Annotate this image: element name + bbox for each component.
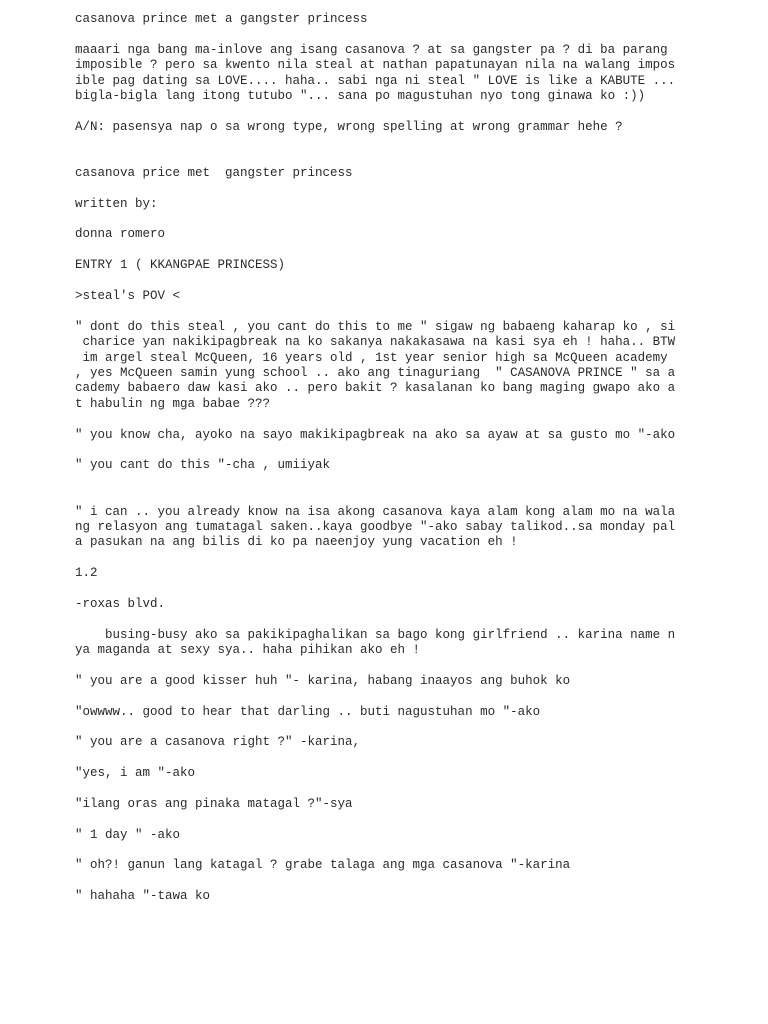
paragraph-gap (75, 474, 675, 489)
text-line: a pasukan na ang bilis di ko pa naeenjoy yung vacation eh ! (75, 535, 518, 550)
paragraph (75, 597, 675, 612)
paragraph (75, 858, 675, 873)
paragraph (75, 227, 675, 242)
text-line: charice yan nakikipagbreak na ko sakanya nakakasawa na kasi sya eh ! haha.. BTW (75, 335, 676, 350)
text-line: A/N: pasensya nap o sa wrong type, wrong spelling at wrong grammar hehe ? (75, 119, 623, 134)
paragraph-gap (75, 812, 675, 827)
text-line: " dont do this steal , you cant do this to me " sigaw ng babaeng kaharap ko , si (75, 319, 676, 334)
text-line: ng relasyon ang tumatagal saken..kaya goodbye "-ako sabay talikod..sa monday pal (75, 519, 676, 534)
paragraph-gap (75, 304, 675, 319)
text-line: ENTRY 1 ( KKANGPAE PRINCESS) (75, 258, 286, 273)
text-line: casanova prince met a gangster princess (75, 12, 368, 26)
paragraph-gap (75, 443, 675, 458)
text-line: >steal's POV < (75, 289, 181, 304)
paragraph (75, 120, 675, 135)
paragraph (75, 428, 675, 443)
paragraph-gap (75, 135, 675, 150)
paragraph (75, 797, 675, 812)
paragraph-gap (75, 243, 675, 258)
paragraph-gap (75, 689, 675, 704)
paragraph (75, 889, 675, 904)
paragraph (75, 258, 675, 273)
text-line: maaari nga bang ma-inlove ang isang casanova ? at sa gangster pa ? di ba parang (75, 42, 668, 57)
text-line: , yes McQueen samin yung school .. ako ang tinaguriang " CASANOVA PRINCE " sa a (75, 365, 676, 380)
paragraph-gap (75, 874, 675, 889)
text-line: -roxas blvd. (75, 596, 166, 611)
text-line: casanova price met gangster princess (75, 165, 353, 180)
text-line: "ilang oras ang pinaka matagal ?"-sya (75, 796, 353, 811)
paragraph (75, 766, 675, 781)
paragraph (75, 735, 675, 750)
paragraph-gap (75, 612, 675, 627)
text-line: ible pag dating sa LOVE.... haha.. sabi nga ni steal " LOVE is like a KABUTE ... (75, 73, 676, 88)
text-line: "owwww.. good to hear that darling .. buti nagustuhan mo "-ako (75, 704, 541, 719)
paragraph (75, 166, 675, 181)
text-line: written by: (75, 196, 158, 211)
paragraph (75, 674, 675, 689)
text-line: donna romero (75, 227, 166, 242)
text-line: bigla-bigla lang itong tutubo "... sana po magustuhan nyo tong ginawa ko :)) (75, 88, 646, 103)
paragraph-gap (75, 581, 675, 596)
paragraph-gap (75, 212, 675, 227)
paragraph-gap (75, 658, 675, 673)
text-line: " you are a good kisser huh "- karina, habang inaayos ang buhok ko (75, 673, 571, 688)
paragraph-gap (75, 843, 675, 858)
paragraph-gap (75, 151, 675, 166)
paragraph-gap (75, 181, 675, 196)
text-line: t habulin ng mga babae ??? (75, 396, 271, 411)
paragraph-gap (75, 489, 675, 504)
text-line: " oh?! ganun lang katagal ? grabe talaga ang mga casanova "-karina (75, 858, 571, 873)
paragraph-gap (75, 782, 675, 797)
paragraph (75, 197, 675, 212)
paragraph (75, 320, 675, 412)
paragraph (75, 458, 675, 473)
paragraph-gap (75, 412, 675, 427)
paragraph (75, 705, 675, 720)
text-line: ya maganda at sexy sya.. haha pihikan ako eh ! (75, 643, 421, 658)
text-line: "yes, i am "-ako (75, 766, 196, 781)
text-line: imposible ? pero sa kwento nila steal at nathan papatunayan nila na walang impos (75, 58, 676, 73)
text-line: " you are a casanova right ?" -karina, (75, 735, 361, 750)
paragraph (75, 566, 675, 581)
paragraph-gap (75, 274, 675, 289)
text-line: cademy babaero daw kasi ako .. pero bakit ? kasalanan ko bang maging gwapo ako a (75, 381, 676, 396)
paragraph-gap (75, 27, 675, 42)
text-line: " you cant do this "-cha , umiiyak (75, 458, 331, 473)
document-page (75, 12, 675, 905)
text-line: busing-busy ako sa pakikipaghalikan sa bago kong girlfriend .. karina name n (75, 627, 676, 642)
paragraph-gap (75, 720, 675, 735)
text-line: 1.2 (75, 566, 98, 581)
paragraph-gap (75, 104, 675, 119)
text-line: " i can .. you already know na isa akong casanova kaya alam kong alam mo na wala (75, 504, 676, 519)
paragraph-gap (75, 551, 675, 566)
text-line: " 1 day " -ako (75, 827, 181, 842)
text-line: im argel steal McQueen, 16 years old , 1st year senior high sa McQueen academy (75, 350, 668, 365)
text-line: " you know cha, ayoko na sayo makikipagbreak na ako sa ayaw at sa gusto mo "-ako (75, 427, 676, 442)
paragraph (75, 12, 675, 27)
paragraph (75, 43, 675, 105)
paragraph (75, 828, 675, 843)
paragraph (75, 505, 675, 551)
paragraph (75, 289, 675, 304)
paragraph (75, 628, 675, 659)
paragraph-gap (75, 751, 675, 766)
text-line: " hahaha "-tawa ko (75, 889, 211, 904)
